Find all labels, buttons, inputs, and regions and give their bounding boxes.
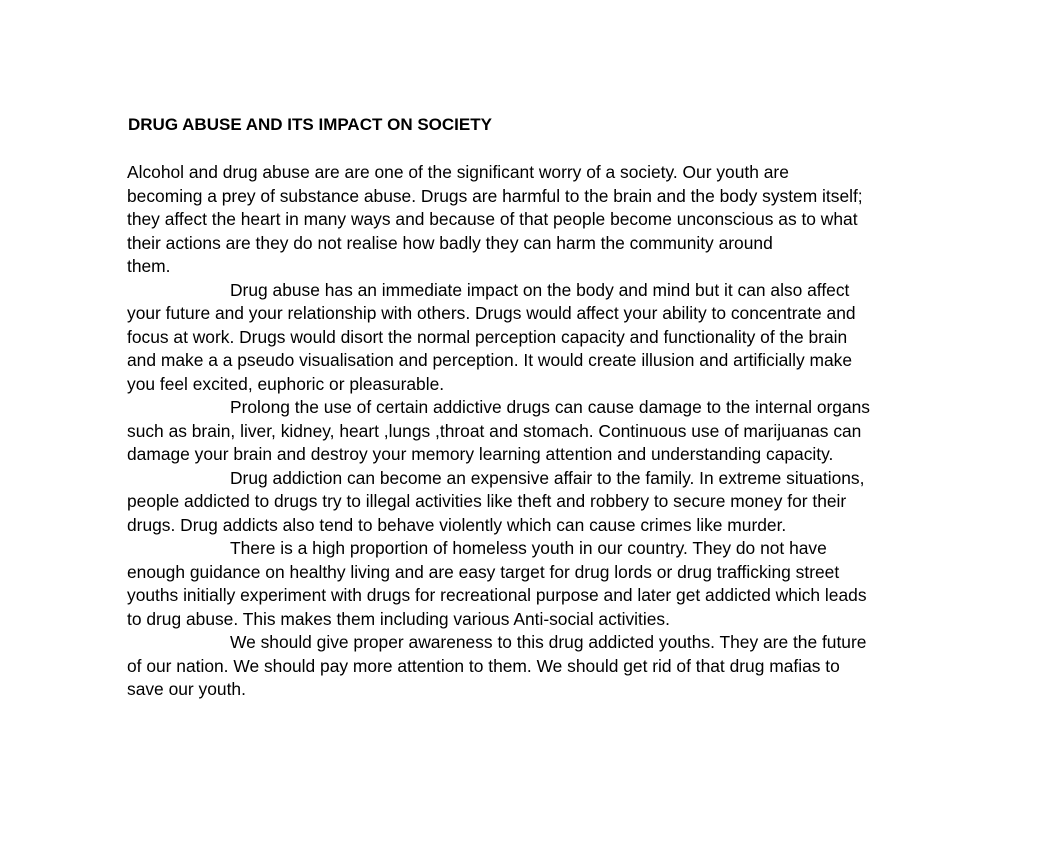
line-text: focus at work. Drugs would disort the normal perception capacity and functionality of the brain [127, 326, 848, 347]
line-text: people addicted to drugs try to illegal activities like theft and robbery to secure money for their [127, 491, 847, 511]
line-text: enough guidance on healthy living and are easy target for drug lords or drug trafficking street [127, 561, 840, 582]
document-title: DRUG ABUSE AND ITS IMPACT ON SOCIETY [128, 115, 492, 134]
line-text: damage your brain and destroy your memory learning attention and understanding capacity. [127, 444, 834, 464]
line-text: There is a high proportion of homeless youth in our country. They do not have [230, 538, 827, 558]
body-paragraph [127, 279, 957, 397]
paragraph-line [127, 208, 957, 232]
body-paragraph [127, 396, 957, 467]
paragraph-line [127, 232, 957, 256]
line-text: their actions are they do not realise how badly they can harm the community around [127, 232, 773, 253]
paragraph-line [127, 490, 957, 514]
paragraph-line [127, 443, 957, 467]
paragraph-line [127, 255, 957, 279]
line-text: Prolong the use of certain addictive drugs can cause damage to the internal organs [230, 397, 870, 417]
paragraph-line [127, 326, 957, 350]
paragraph-line [127, 279, 957, 303]
line-text: them. [127, 256, 171, 276]
paragraph-line [127, 584, 957, 608]
line-text: they affect the heart in many ways and because of that people become unconscious as to what [127, 209, 858, 229]
paragraph-line [127, 608, 957, 632]
line-text: Alcohol and drug abuse are are one of the significant worry of a society. Our youth are [127, 162, 789, 182]
line-text: becoming a prey of substance abuse. Drugs are harmful to the brain and the body system itself; [127, 185, 863, 206]
paragraph-line [127, 561, 957, 585]
body-paragraph [127, 467, 957, 538]
paragraph-line [127, 631, 957, 655]
line-text: Drug abuse has an immediate impact on the body and mind but it can also affect [230, 279, 850, 300]
paragraph-line [127, 467, 957, 491]
paragraph-line [127, 161, 957, 185]
document-body [127, 161, 957, 702]
paragraph-line [127, 349, 957, 373]
line-text: of our nation. We should pay more attention to them. We should get rid of that drug mafias to [127, 655, 840, 676]
line-text: drugs. Drug addicts also tend to behave violently which can cause crimes like murder. [127, 514, 787, 535]
line-text: to drug abuse. This makes them including various Anti-social activities. [127, 608, 670, 629]
body-paragraph [127, 631, 957, 702]
line-text: save our youth. [127, 679, 246, 699]
paragraph-line [127, 514, 957, 538]
line-text: youths initially experiment with drugs for recreational purpose and later get addicted which leads [127, 585, 867, 605]
line-text: you feel excited, euphoric or pleasurable. [127, 373, 445, 394]
paragraph-line [127, 302, 957, 326]
paragraph-line [127, 373, 957, 397]
line-text: We should give proper awareness to this drug addicted youths. They are the future [230, 632, 867, 652]
line-text: and make a a pseudo visualisation and perception. It would create illusion and artificially make [127, 350, 853, 370]
body-paragraph [127, 161, 957, 279]
paragraph-line [127, 185, 957, 209]
line-text: such as brain, liver, kidney, heart ,lungs ,throat and stomach. Continuous use of marijuanas can [127, 420, 862, 441]
paragraph-line [127, 678, 957, 702]
line-text: your future and your relationship with others. Drugs would affect your ability to concentrate and [127, 303, 856, 323]
paragraph-line [127, 537, 957, 561]
paragraph-line [127, 420, 957, 444]
paragraph-line [127, 655, 957, 679]
paragraph-line [127, 396, 957, 420]
body-paragraph [127, 537, 957, 631]
line-text: Drug addiction can become an expensive affair to the family. In extreme situations, [230, 467, 865, 488]
